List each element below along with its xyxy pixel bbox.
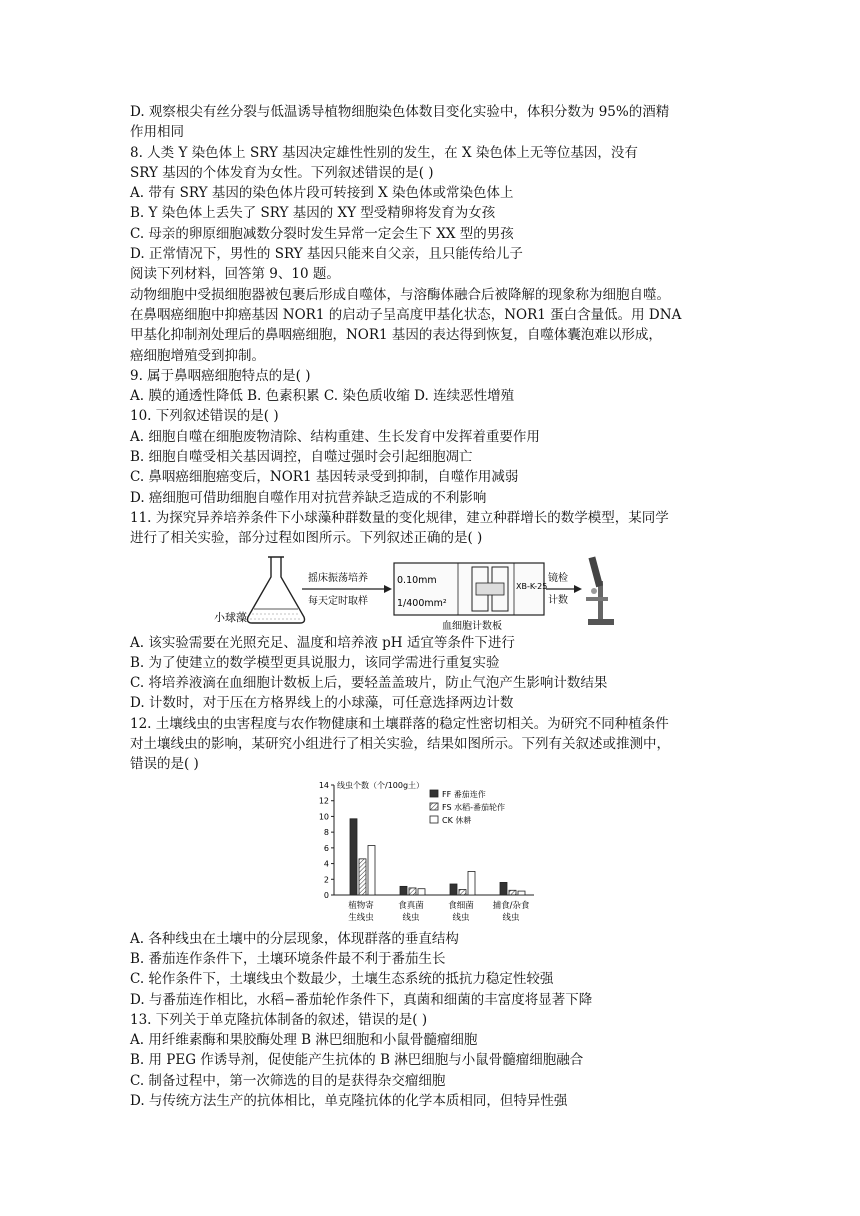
q13-option-d: D. 与传统方法生产的抗体相比，单克隆抗体的化学本质相同，但特异性强 bbox=[130, 1092, 568, 1109]
y-tick-label: 2 bbox=[323, 874, 329, 884]
q8-option-c: C. 母亲的卵原细胞减数分裂时发生异常一定会生下 XX 型的男孩 bbox=[130, 225, 514, 242]
algae-label: 小球藻 bbox=[214, 610, 247, 624]
legend-swatch bbox=[430, 816, 438, 823]
q12-option-b: B. 番茄连作条件下，土壤环境条件最不利于番茄生长 bbox=[130, 950, 446, 967]
q12-option-d: D. 与番茄连作相比，水稻−番茄轮作条件下，真菌和细菌的丰富度将显著下降 bbox=[130, 991, 593, 1008]
bar bbox=[468, 871, 475, 895]
y-tick-label: 4 bbox=[323, 859, 329, 869]
category-label: 食真菌 bbox=[398, 900, 424, 911]
material-line3: 甲基化抑制剂处理后的鼻咽癌细胞，NOR1 基因的表达得到恢复，自噬体囊泡难以形成， bbox=[130, 327, 662, 344]
bar bbox=[400, 886, 407, 895]
q12-stem-line1: 12. 土壤线虫的虫害程度与农作物健康和土壤群落的稳定性密切相关。为研究不同种植条件 bbox=[130, 715, 669, 732]
arrow-right-icon-2 bbox=[546, 585, 582, 593]
q11-option-b: B. 为了使建立的数学模型更具说服力，该同学需进行重复实验 bbox=[130, 654, 500, 671]
q12-stem-line3: 错误的是( ) bbox=[130, 756, 199, 773]
q8-option-a: A. 带有 SRY 基因的染色体片段可转接到 X 染色体或常染色体上 bbox=[130, 185, 514, 202]
y-tick-label: 6 bbox=[323, 843, 329, 853]
q10-option-b: B. 细胞自噬受相关基因调控，自噬过强时会引起细胞凋亡 bbox=[130, 449, 473, 466]
q10-option-d: D. 癌细胞可借助细胞自噬作用对抗营养缺乏造成的不利影响 bbox=[130, 489, 487, 506]
material-line4: 癌细胞增殖受到抑制。 bbox=[130, 347, 265, 364]
category-label: 线虫 bbox=[402, 912, 420, 923]
category-label: 线虫 bbox=[452, 912, 470, 923]
bar bbox=[350, 818, 357, 894]
q9-options: A. 膜的通透性降低 B. 色素积累 C. 染色质收缩 D. 连续恶性增殖 bbox=[130, 388, 515, 405]
y-tick-label: 12 bbox=[318, 796, 329, 806]
q10-stem: 10. 下列叙述错误的是( ) bbox=[130, 408, 279, 425]
page-content bbox=[130, 102, 730, 1111]
legend-label: CK 休耕 bbox=[442, 815, 472, 825]
q13-stem: 13. 下列关于单克隆抗体制备的叙述，错误的是( ) bbox=[130, 1011, 428, 1028]
arrow-top-label: 摇床振荡培养 bbox=[308, 572, 368, 584]
material-line1: 动物细胞中受损细胞器被包裹后形成自噬体，与溶酶体融合后被降解的现象称为细胞自噬。 bbox=[130, 286, 670, 303]
q11-stem-line1: 11. 为探究异养培养条件下小球藻种群数量的变化规律，建立种群增长的数学模型，某同学 bbox=[130, 509, 669, 526]
reading-intro: 阅读下列材料，回答第 9、10 题。 bbox=[130, 266, 340, 283]
arrow-bottom-label: 每天定时取样 bbox=[308, 595, 368, 607]
q13-option-a: A. 用纤维素酶和果胶酶处理 B 淋巴细胞和小鼠骨髓瘤细胞 bbox=[130, 1032, 478, 1049]
y-tick-label: 0 bbox=[323, 890, 329, 900]
q8-stem-line2: SRY 基因的个体发育为女性。下列叙述错误的是( ) bbox=[130, 164, 434, 181]
bar bbox=[509, 890, 516, 895]
q11-option-c: C. 将培养液滴在血细胞计数板上后，要轻盖盖玻片，防止气泡产生影响计数结果 bbox=[130, 675, 608, 692]
chamber-depth: 0.10mm bbox=[397, 574, 437, 586]
q13-option-b: B. 用 PEG 作诱导剂，促使能产生抗体的 B 淋巴细胞与小鼠骨髓瘤细胞融合 bbox=[130, 1052, 584, 1069]
q11-stem-line2: 进行了相关实验，部分过程如图所示。下列叙述正确的是( ) bbox=[130, 530, 483, 547]
bar bbox=[418, 888, 425, 894]
legend-swatch bbox=[430, 790, 438, 797]
algae-counting-figure bbox=[214, 551, 616, 632]
bar bbox=[450, 884, 457, 895]
q12-option-a: A. 各种线虫在土壤中的分层现象，体现群落的垂直结构 bbox=[130, 930, 459, 947]
legend-label: FS 水稻-番茄轮作 bbox=[442, 802, 505, 812]
category-label: 植物寄 bbox=[348, 900, 374, 911]
microscope-icon bbox=[586, 556, 614, 625]
q10-option-c: C. 鼻咽癌细胞癌变后，NOR1 基因转录受到抑制，自噬作用减弱 bbox=[130, 469, 519, 486]
bar bbox=[409, 888, 416, 895]
q11-option-a: A. 该实验需要在光照充足、温度和培养液 pH 适宜等条件下进行 bbox=[130, 634, 515, 651]
bar bbox=[359, 858, 366, 894]
y-axis-label: 线虫个数（个/100g土） bbox=[337, 780, 425, 790]
q8-option-b: B. Y 染色体上丢失了 SRY 基因的 XY 型受精卵将发育为女孩 bbox=[130, 205, 496, 222]
category-label: 捕食/杂食 bbox=[492, 900, 530, 911]
flask-icon bbox=[248, 557, 305, 623]
y-tick-label: 14 bbox=[318, 780, 329, 790]
legend-swatch bbox=[430, 803, 438, 810]
microscope-step-1: 镜检 bbox=[548, 572, 568, 584]
q13-option-c: C. 制备过程中，第一次筛选的目的是获得杂交瘤细胞 bbox=[130, 1072, 446, 1089]
material-line2: 在鼻咽癌细胞中抑癌基因 NOR1 的启动子呈高度甲基化状态，NOR1 蛋白含量低。用 DNA bbox=[130, 306, 682, 323]
bar bbox=[368, 845, 375, 895]
bar bbox=[500, 882, 507, 895]
q10-option-a: A. 细胞自噬在细胞废物清除、结构重建、生长发育中发挥着重要作用 bbox=[130, 428, 540, 445]
chamber-caption: 血细胞计数板 bbox=[442, 620, 502, 632]
bar bbox=[459, 889, 466, 895]
y-tick-label: 8 bbox=[323, 827, 329, 837]
q9-stem: 9. 属于鼻咽癌细胞特点的是( ) bbox=[130, 367, 311, 384]
category-label: 食细菌 bbox=[448, 900, 474, 911]
nematode-bar-chart bbox=[310, 777, 550, 927]
category-label: 线虫 bbox=[502, 912, 520, 923]
bar bbox=[518, 891, 525, 895]
q8-stem-line1: 8. 人类 Y 染色体上 SRY 基因决定雄性性别的发生，在 X 染色体上无等位基因，没有 bbox=[130, 144, 638, 161]
q7-option-d-line2: 作用相同 bbox=[130, 124, 184, 141]
chamber-model: XB-K-25 bbox=[516, 581, 548, 591]
q7-option-d-line1: D. 观察根尖有丝分裂与低温诱导植物细胞染色体数目变化实验中，体积分数为 95%的酒精 bbox=[130, 104, 670, 120]
category-label: 生线虫 bbox=[348, 912, 374, 923]
legend-label: FF 番茄连作 bbox=[442, 789, 486, 799]
y-tick-label: 10 bbox=[318, 812, 329, 822]
q11-option-d: D. 计数时，对于压在方格界线上的小球藻，可任意选择两边计数 bbox=[130, 695, 514, 712]
arrow-right-icon bbox=[302, 585, 392, 593]
q12-stem-line2: 对土壤线虫的影响，某研究小组进行了相关实验，结果如图所示。下列有关叙述或推测中， bbox=[130, 736, 670, 753]
q8-option-d: D. 正常情况下，男性的 SRY 基因只能来自父亲，且只能传给儿子 bbox=[130, 246, 523, 263]
microscope-step-2: 计数 bbox=[548, 594, 568, 606]
chamber-area: 1/400mm² bbox=[397, 597, 447, 609]
q12-option-c: C. 轮作条件下，土壤线虫个数最少，土壤生态系统的抵抗力稳定性较强 bbox=[130, 971, 554, 988]
